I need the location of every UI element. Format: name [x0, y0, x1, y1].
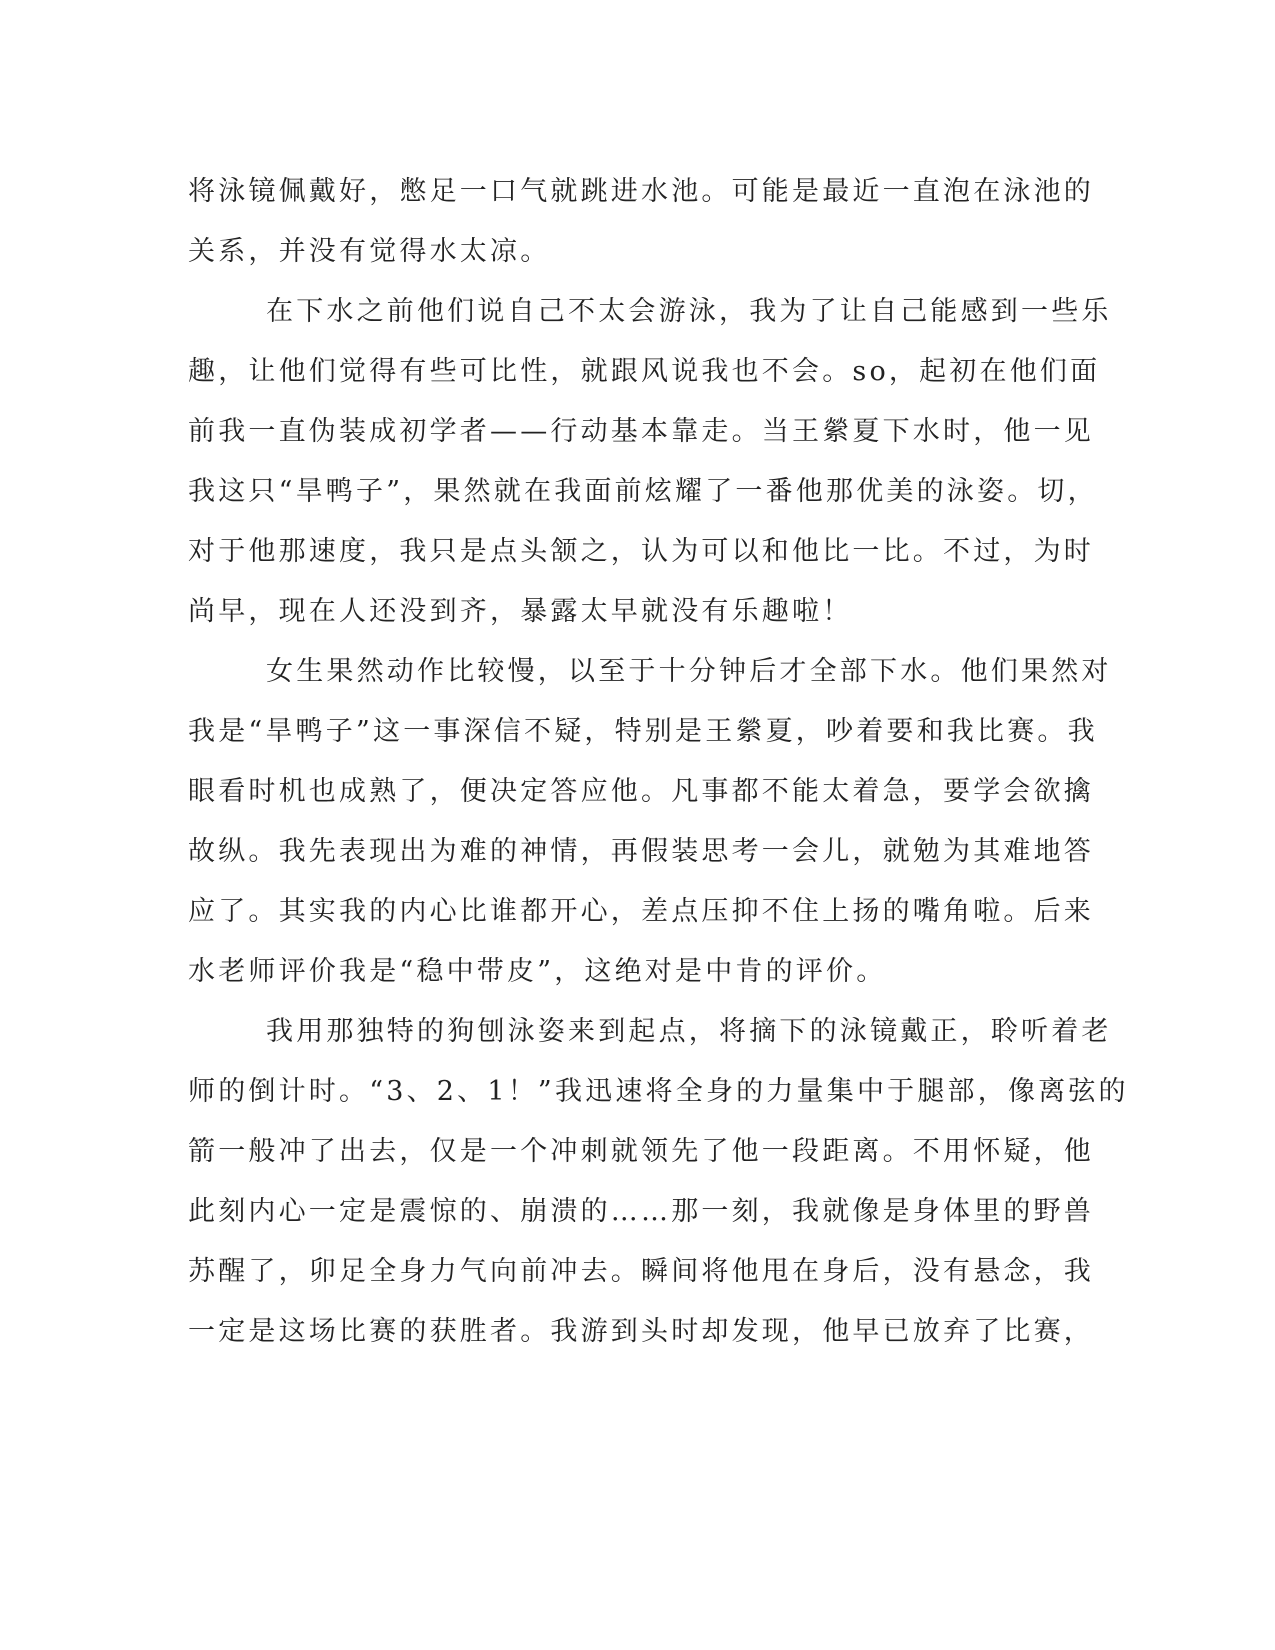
text-line: 我是“旱鸭子”这一事深信不疑，特别是王縈夏，吵着要和我比赛。我 [188, 716, 1098, 747]
text-line: 将泳镜佩戴好，憋足一口气就跳进水池。可能是最近一直泡在泳池的 [188, 176, 1094, 207]
text-line: 苏醒了，卯足全身力气向前冲去。瞬间将他甩在身后，没有悬念，我 [188, 1256, 1094, 1287]
paragraph-start-line: 女生果然动作比较慢，以至于十分钟后才全部下水。他们果然对 [266, 656, 1112, 687]
text-line: 前我一直伪装成初学者——行动基本靠走。当王縈夏下水时，他一见 [188, 416, 1094, 447]
paragraph-start-line: 我用那独特的狗刨泳姿来到起点，将摘下的泳镜戴正，聆听着老 [266, 1016, 1112, 1047]
essay-body [188, 162, 1129, 1362]
text-line: 一定是这场比赛的获胜者。我游到头时却发现，他早已放弃了比赛， [188, 1316, 1094, 1347]
paragraph-start-line: 在下水之前他们说自己不太会游泳，我为了让自己能感到一些乐 [266, 296, 1112, 327]
text-line: 我这只“旱鸭子”，果然就在我面前炫耀了一番他那优美的泳姿。切， [188, 476, 1098, 507]
text-line: 对于他那速度，我只是点头颔之，认为可以和他比一比。不过，为时 [188, 536, 1094, 567]
text-line: 应了。其实我的内心比谁都开心，差点压抑不住上扬的嘴角啦。后来 [188, 896, 1094, 927]
text-line: 箭一般冲了出去，仅是一个冲刺就领先了他一段距离。不用怀疑，他 [188, 1136, 1094, 1167]
text-line: 此刻内心一定是震惊的、崩溃的……那一刻，我就像是身体里的野兽 [188, 1196, 1094, 1227]
text-line: 眼看时机也成熟了，便决定答应他。凡事都不能太着急，要学会欲擒 [188, 776, 1094, 807]
text-line: 水老师评价我是“稳中带皮”，这绝对是中肯的评价。 [188, 956, 887, 987]
text-line: 师的倒计时。“3、2、1！”我迅速将全身的力量集中于腿部，像离弦的 [188, 1076, 1129, 1107]
text-line: 关系，并没有觉得水太凉。 [188, 236, 551, 267]
text-line: 故纵。我先表现出为难的神情，再假装思考一会儿，就勉为其难地答 [188, 836, 1094, 867]
text-line: 尚早，现在人还没到齐，暴露太早就没有乐趣啦！ [188, 596, 853, 627]
text-line: 趣，让他们觉得有些可比性，就跟风说我也不会。so，起初在他们面 [188, 356, 1101, 387]
